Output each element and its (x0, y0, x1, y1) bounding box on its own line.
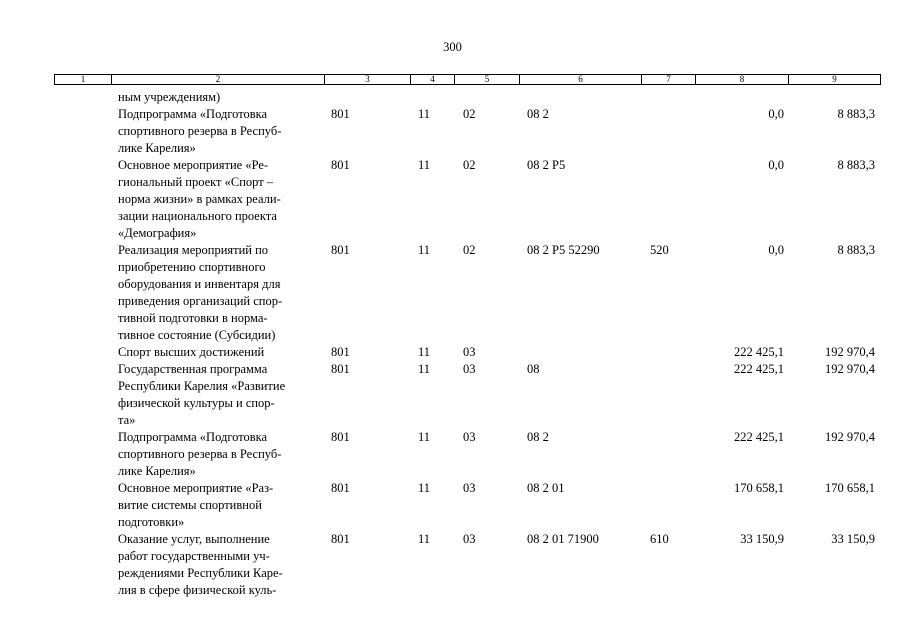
row-code-5: 03 (463, 345, 476, 359)
row-amount-8: 222 425,1 (734, 345, 784, 359)
table-row (0, 89, 905, 106)
table-row (0, 531, 905, 599)
row-name: Реализация мероприятий по приобретению спортивного оборудования и инвентаря для приведения организаций спор- тивной подготовки в норма- тивное состояние (Субсидии) (118, 243, 283, 342)
row-code-5: 03 (463, 532, 476, 546)
row-name: Основное мероприятие «Ре- гиональный проект «Спорт – норма жизни» в рамках реали- зации национального проекта «Демография» (118, 158, 281, 240)
row-code-7: 610 (650, 532, 669, 546)
row-code-4: 11 (418, 345, 431, 359)
row-amount-9: 192 970,4 (825, 430, 875, 444)
row-code-3: 801 (331, 345, 350, 359)
row-code-7: 520 (650, 243, 669, 257)
table-row (0, 242, 905, 344)
row-name: Оказание услуг, выполнение работ государственными уч- реждениями Республики Каре- лия в сфере физической куль- (118, 532, 283, 597)
row-code-5: 03 (463, 481, 476, 495)
row-amount-8: 222 425,1 (734, 430, 784, 444)
row-name: ным учреждениям) (118, 90, 221, 104)
row-code-5: 03 (463, 430, 476, 444)
row-code-4: 11 (418, 243, 431, 257)
row-code-6: 08 2 (527, 107, 549, 121)
row-amount-8: 0,0 (768, 107, 784, 121)
row-code-5: 02 (463, 158, 476, 172)
row-code-5: 02 (463, 243, 476, 257)
row-name: Подпрограмма «Подготовка спортивного резерва в Респуб- лике Карелия» (118, 107, 282, 155)
column-header-5: 5 (455, 75, 520, 84)
row-amount-9: 170 658,1 (825, 481, 875, 495)
row-code-4: 11 (418, 158, 431, 172)
row-amount-9: 192 970,4 (825, 362, 875, 376)
table-header-row (54, 74, 881, 85)
row-amount-9: 192 970,4 (825, 345, 875, 359)
column-header-6: 6 (520, 75, 642, 84)
row-code-3: 801 (331, 362, 350, 376)
table-row (0, 157, 905, 242)
column-header-3: 3 (325, 75, 411, 84)
row-code-6: 08 2 01 71900 (527, 532, 599, 546)
row-code-3: 801 (331, 532, 350, 546)
row-amount-9: 33 150,9 (831, 532, 875, 546)
column-header-1: 1 (55, 75, 112, 84)
row-name: Подпрограмма «Подготовка спортивного резерва в Респуб- лике Карелия» (118, 430, 282, 478)
column-header-8: 8 (696, 75, 789, 84)
row-amount-9: 8 883,3 (837, 243, 875, 257)
column-header-2: 2 (112, 75, 325, 84)
table-body (0, 89, 905, 599)
row-name: Государственная программа Республики Карелия «Развитие физической культуры и спор- та» (118, 362, 286, 427)
row-code-3: 801 (331, 107, 350, 121)
row-amount-9: 8 883,3 (837, 158, 875, 172)
row-amount-8: 0,0 (768, 243, 784, 257)
row-code-6: 08 2 01 (527, 481, 565, 495)
page-number: 300 (443, 40, 462, 54)
row-code-3: 801 (331, 158, 350, 172)
row-code-6: 08 2 (527, 430, 549, 444)
table-row (0, 361, 905, 429)
row-code-4: 11 (418, 430, 431, 444)
row-name: Спорт высших достижений (118, 345, 265, 359)
row-code-5: 03 (463, 362, 476, 376)
row-amount-8: 170 658,1 (734, 481, 784, 495)
row-code-6: 08 2 P5 (527, 158, 566, 172)
table-row (0, 429, 905, 480)
row-code-4: 11 (418, 532, 431, 546)
column-header-9: 9 (832, 74, 837, 84)
column-header-4: 4 (411, 75, 455, 84)
row-amount-9: 8 883,3 (837, 107, 875, 121)
row-code-4: 11 (418, 107, 431, 121)
row-code-3: 801 (331, 430, 350, 444)
row-amount-8: 33 150,9 (740, 532, 784, 546)
row-code-3: 801 (331, 243, 350, 257)
table-row (0, 344, 905, 361)
row-code-4: 11 (418, 362, 431, 376)
row-code-6: 08 (527, 362, 540, 376)
row-amount-8: 0,0 (768, 158, 784, 172)
row-code-6: 08 2 P5 52290 (527, 243, 600, 257)
table-row (0, 106, 905, 157)
row-code-3: 801 (331, 481, 350, 495)
table-row (0, 480, 905, 531)
row-name: Основное мероприятие «Раз- витие системы спортивной подготовки» (118, 481, 274, 529)
row-code-4: 11 (418, 481, 431, 495)
row-code-5: 02 (463, 107, 476, 121)
row-amount-8: 222 425,1 (734, 362, 784, 376)
column-header-7: 7 (642, 75, 696, 84)
